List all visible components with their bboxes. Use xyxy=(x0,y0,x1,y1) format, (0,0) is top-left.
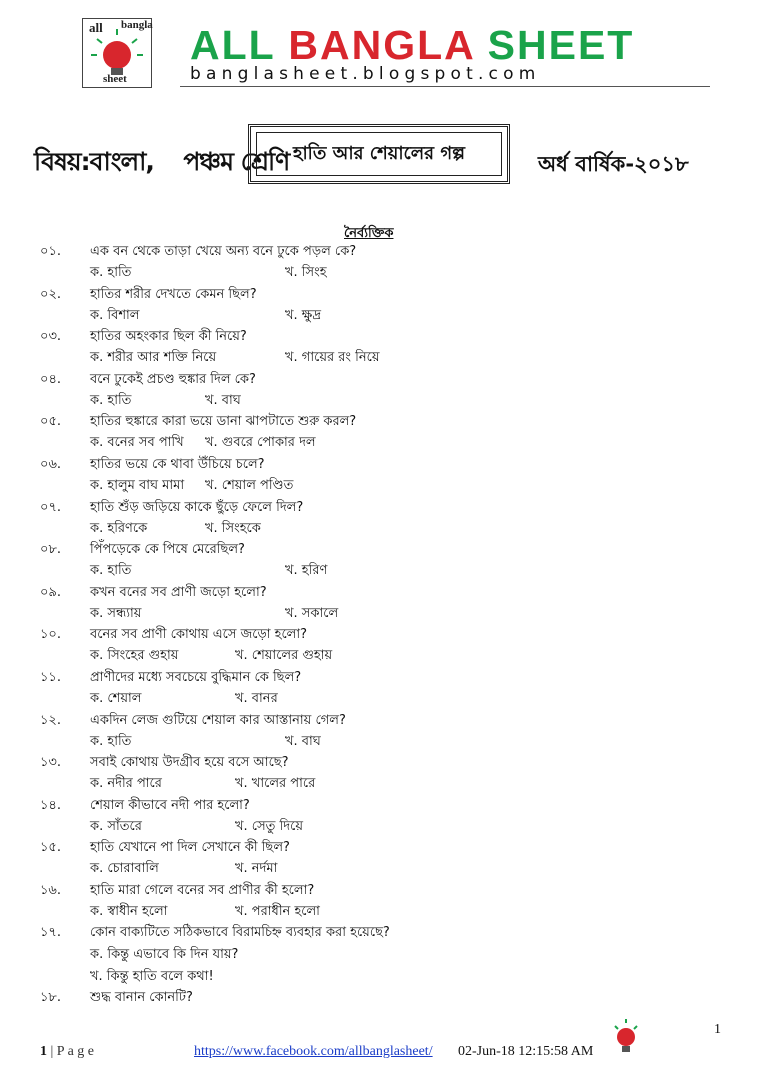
question-number: ১৫. xyxy=(40,840,62,856)
option-a: ক. হালুম বাঘ মামা xyxy=(90,478,185,493)
option-b: খ. বানর xyxy=(235,691,278,706)
option-a: ক. শেয়াল xyxy=(90,691,142,706)
question-number: ০৪. xyxy=(40,371,62,387)
footer-timestamp: 02-Jun-18 12:15:58 AM xyxy=(458,1044,594,1059)
brand-word-all: ALL xyxy=(190,22,275,68)
section-title: নৈর্ব্যক্তিক xyxy=(344,226,394,241)
question-text: হাতি যেখানে পা দিল সেখানে কী ছিল? xyxy=(90,840,290,856)
question-text: কখন বনের সব প্রাণী জড়ো হলো? xyxy=(90,584,267,600)
question-text: শেয়াল কীভাবে নদী পার হলো? xyxy=(90,797,250,813)
option-b: খ. হরিণ xyxy=(285,563,328,579)
subject-label: বিষয়:বাংলা, xyxy=(34,147,154,176)
option-b: খ. নর্দমা xyxy=(235,861,278,877)
story-title-box xyxy=(248,124,510,184)
question-number: ০২. xyxy=(40,286,62,302)
question-number: ১১. xyxy=(40,670,62,685)
header-divider xyxy=(180,86,710,87)
option-a: ক. স্বাধীন হলো xyxy=(90,904,168,919)
question-text: একদিন লেজ গুটিয়ে শেয়াল কার আস্তানায় গেল? xyxy=(90,712,346,728)
logo-text-all: all xyxy=(89,20,103,35)
option-a: ক. হাতি xyxy=(90,265,132,280)
option-b: খ. পরাধীন হলো xyxy=(235,904,320,919)
option-a: ক. হাতি xyxy=(90,392,132,408)
option-a: ক. নদীর পারে xyxy=(90,776,162,792)
option-b: খ. খালের পারে xyxy=(235,776,316,792)
question-number: ১২. xyxy=(40,712,62,728)
option-a: ক. সন্ধ্যায় xyxy=(90,605,142,621)
brand-url: banglasheet.blogspot.com xyxy=(190,64,541,84)
question-number: ১৬. xyxy=(40,883,62,898)
footer-bulb-icon xyxy=(612,1018,640,1056)
question-text: শুদ্ধ বানান কোনটি? xyxy=(90,990,193,1005)
option-b: খ. সকালে xyxy=(285,605,339,621)
question-number: ০১. xyxy=(40,244,62,259)
class-label: পঞ্চম শ্রেণি xyxy=(183,147,290,176)
option-a: ক. শরীর আর শক্তি নিয়ে xyxy=(90,350,217,366)
story-title: হাতি আর শেয়ালের গল্প xyxy=(256,132,502,176)
question-text: হাতির শরীর দেখতে কেমন ছিল? xyxy=(90,286,257,302)
question-number: ১০. xyxy=(40,627,62,643)
option-a: ক. কিন্তু এভাবে কি দিন যায়? xyxy=(90,947,239,962)
question-text: কোন বাক্যটিতে সঠিকভাবে বিরামচিহ্ন ব্যবহার করা হয়েছে? xyxy=(90,925,390,940)
exam-label: অর্ধ বার্ষিক-২০১৮ xyxy=(538,152,689,176)
brand-title xyxy=(190,24,634,66)
option-a: ক. হরিণকে xyxy=(90,520,148,536)
option-b: খ. কিন্তু হাতি বলে কথা! xyxy=(90,969,214,984)
logo-text-bangla: bangla xyxy=(121,19,153,31)
option-a: ক. হাতি xyxy=(90,733,132,749)
question-number: ০৫. xyxy=(40,414,62,430)
question-text: হাতির হুঙ্কারে কারা ভয়ে ডানা ঝাপটাতে শুরু করল? xyxy=(90,414,357,430)
question-text: হাতির অহংকার ছিল কী নিয়ে? xyxy=(90,329,247,345)
option-b: খ. ক্ষুদ্র xyxy=(285,307,321,323)
question-number: ১৪. xyxy=(40,797,62,813)
question-text: এক বন থেকে তাড়া খেয়ে অন্য বনে ঢুকে পড়ল কে? xyxy=(90,244,357,259)
question-number: ১৭. xyxy=(40,925,62,940)
option-a: ক. বনের সব পাখি xyxy=(90,435,184,451)
question-number: ০৩. xyxy=(40,329,62,345)
question-number: ১৮. xyxy=(40,990,62,1005)
site-logo xyxy=(82,18,152,88)
option-b: খ. সিংহ xyxy=(285,265,327,280)
brand-word-sheet: SHEET xyxy=(487,22,635,68)
page-number: 1 xyxy=(714,1022,721,1037)
question-number: ০৭. xyxy=(40,499,62,515)
option-b: খ. শেয়াল পণ্ডিত xyxy=(205,478,294,493)
brand-word-bangla: BANGLA xyxy=(288,22,475,68)
question-text: বনের সব প্রাণী কোথায় এসে জড়ো হলো? xyxy=(90,627,308,643)
page-label-text: | P a g e xyxy=(47,1044,94,1059)
option-b: খ. বাঘ xyxy=(285,733,321,749)
option-b: খ. গুবরে পোকার দল xyxy=(205,435,316,451)
question-text: পিঁপড়েকে কে পিষে মেরেছিল? xyxy=(90,542,245,558)
facebook-link[interactable]: https://www.facebook.com/allbanglasheet/ xyxy=(194,1044,433,1059)
page-label xyxy=(40,1044,94,1060)
option-a: ক. সিংহের গুহায় xyxy=(90,648,179,664)
question-text: প্রাণীদের মধ্যে সবচেয়ে বুদ্ধিমান কে ছিল? xyxy=(90,670,302,685)
question-number: ০৯. xyxy=(40,584,62,600)
question-text: হাতি মারা গেলে বনের সব প্রাণীর কী হলো? xyxy=(90,883,315,898)
option-b: খ. বাঘ xyxy=(205,392,241,408)
page-label-number: 1 xyxy=(40,1044,47,1059)
option-a: ক. বিশাল xyxy=(90,307,140,323)
option-a: ক. সাঁতরে xyxy=(90,818,142,834)
logo-text-sheet: sheet xyxy=(103,73,127,85)
question-number: ১৩. xyxy=(40,755,62,771)
question-number: ০৬. xyxy=(40,457,62,472)
question-number: ০৮. xyxy=(40,542,62,558)
option-b: খ. গায়ের রং নিয়ে xyxy=(285,350,380,366)
option-a: ক. হাতি xyxy=(90,563,132,579)
option-a: ক. চোরাবালি xyxy=(90,861,159,877)
option-b: খ. সেতু দিয়ে xyxy=(235,818,303,834)
question-text: বনে ঢুকেই প্রচণ্ড হুঙ্কার দিল কে? xyxy=(90,371,256,387)
option-b: খ. সিংহকে xyxy=(205,520,261,536)
option-b: খ. শেয়ালের গুহায় xyxy=(235,648,333,664)
question-text: হাতি শুঁড় জড়িয়ে কাকে ছুঁড়ে ফেলে দিল? xyxy=(90,499,304,515)
question-text: সবাই কোথায় উদগ্রীব হয়ে বসে আছে? xyxy=(90,755,289,771)
question-text: হাতির ভয়ে কে থাবা উঁচিয়ে চলে? xyxy=(90,457,265,472)
